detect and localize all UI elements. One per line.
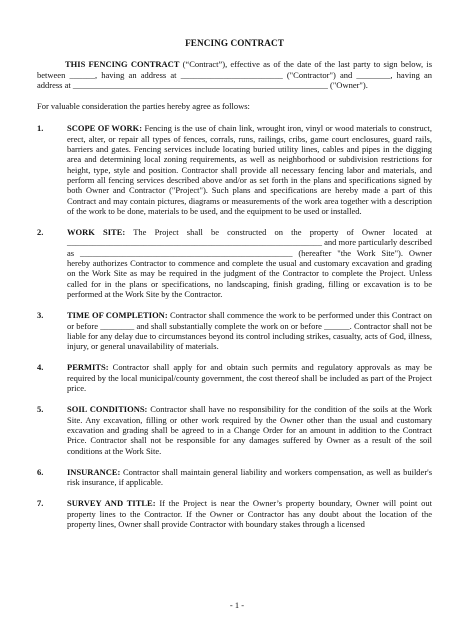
section-number: 4.	[37, 362, 44, 373]
section-permits	[37, 362, 432, 393]
intro-lead: THIS FENCING CONTRACT	[65, 59, 180, 70]
section-body	[67, 227, 432, 299]
section-number: 2.	[37, 227, 44, 238]
section-number: 7.	[37, 498, 44, 509]
section-body	[67, 362, 432, 393]
section-text: Contractor shall maintain general liability and workers compensation, as well as builder's risk insurance, if applicable.	[67, 466, 432, 488]
document-title: FENCING CONTRACT	[185, 38, 284, 48]
section-insurance	[37, 467, 432, 488]
section-scope-of-work	[37, 123, 432, 216]
section-body	[67, 123, 432, 216]
section-time-of-completion	[37, 310, 432, 351]
section-number: 5.	[37, 404, 44, 415]
section-work-site	[37, 227, 432, 299]
section-body	[67, 467, 432, 488]
intro-paragraph	[37, 59, 432, 90]
page-number: - 1 -	[229, 599, 245, 610]
section-body	[67, 498, 432, 529]
section-text: If the Project is near the Owner’s property boundary, Owner will point out property lines to the Contractor. If the Owner or Contractor has any doubt about the location of the property lines, Owner shall provide Contractor with boundary stakes through a licensed	[67, 498, 432, 529]
section-number: 1.	[37, 123, 44, 134]
intro-body: (“Contract”), effective as of the date of the last party to sign below, is between ______, having an address at ________________________ ("Contractor") and ________, having an address at ____________________________________________________________ ("Owner").	[37, 59, 433, 90]
section-heading: TIME OF COMPLETION:	[67, 310, 168, 321]
section-survey-and-title	[37, 498, 432, 529]
section-number: 6.	[37, 466, 44, 477]
section-heading: INSURANCE:	[67, 466, 121, 477]
section-text: The Project shall be constructed on the property of Owner located at ____________________________________________________________ and more particularly described as __________________________________________________ (hereafter "the Work Site"). Owner hereby authorizes Contractor to commence and complete the usual and customary excavation and grading on the Work Site as may be required in the judgment of the Contractor to complete the Project. Unless called for in the plans or specifications, no landscaping, finish grading, filling or excavation is to be performed at the Work Site by the Contractor.	[67, 227, 432, 299]
section-heading: WORK SITE:	[67, 227, 126, 238]
section-text: Contractor shall apply for and obtain such permits and regulatory approvals as may be required by the local municipal/county government, the cost thereof shall be included as part of the Project price.	[67, 362, 432, 394]
section-text: Fencing is the use of chain link, wrought iron, vinyl or wood materials to construct, erect, alter, or repair all types of fences, corrals, runs, railings, cribs, game court enclosures, guard rails, barriers and gates. Fencing services include locating buried utility lines, cables and pipes in the digging area and determining local zoning requirements, as well as neighborhood or subdivision restrictions for height, type, style and position. Contractor shall provide all necessary fencing labor and materials, and perform all fencing services described above and/or as set forth in the plans and specifications signed by both Owner and Contractor ("Project"). Such plans and specifications are hereby made a part of this Contract and may contain pictures, diagrams or measurements of the work area together with a description of the work to be done, materials to be used, and the equipment to be used or installed.	[67, 123, 432, 216]
section-number: 3.	[37, 310, 44, 321]
section-text: Contractor shall have no responsibility for the condition of the soils at the Work Site. Any excavation, filling or other work required by the Owner other than the usual and customary excavation and grading shall be agreed to in a Change Order for an amount in addition to the Contract Price. Contractor shall not be responsible for any damages suffered by Owner as a result of the soil conditions at the Work Site.	[67, 404, 432, 456]
section-heading: SOIL CONDITIONS:	[67, 404, 148, 415]
section-body	[67, 404, 432, 455]
section-soil-conditions	[37, 404, 432, 455]
section-heading: SCOPE OF WORK:	[67, 123, 143, 134]
consideration-line: For valuable consideration the parties hereby agree as follows:	[37, 101, 250, 112]
section-heading: PERMITS:	[67, 362, 109, 373]
section-text: Contractor shall commence the work to be performed under this Contract on or before ________ and shall substantially complete the work on or before ______. Contractor shall not be liable for any delay due to circumstances beyond its control including strikes, casualty, acts of God, illness, injury, or general unavailability of materials.	[67, 310, 432, 352]
section-body	[67, 310, 432, 351]
section-heading: SURVEY AND TITLE:	[67, 498, 156, 509]
